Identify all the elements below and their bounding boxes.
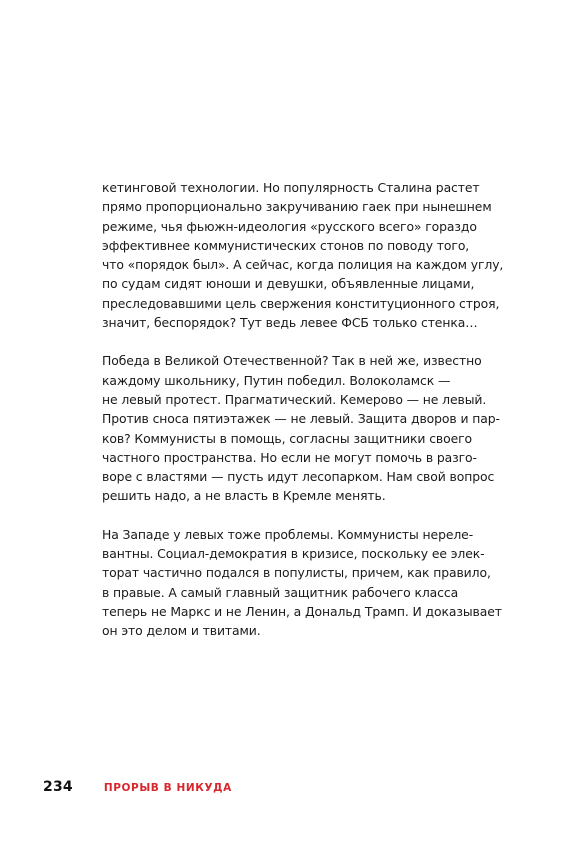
- page-footer: [43, 779, 232, 795]
- running-title: ПРОРЫВ В НИКУДА: [103, 782, 232, 794]
- text-line: не левый протест. Прагматический. Кемерово — не левый.: [102, 391, 487, 407]
- text-line: режиме, чья фьюжн-идеология «русского всего» гораздо: [102, 218, 477, 234]
- text-line: кетинговой технологии. Но популярность Сталина растет: [102, 180, 480, 195]
- text-line: ков? Коммунисты в помощь, согласны защитники своего: [102, 430, 473, 446]
- text-line: значит, беспорядок? Тут ведь левее ФСБ только стенка…: [102, 315, 478, 331]
- paragraph-3: [102, 525, 502, 641]
- paragraph-1: [102, 178, 504, 332]
- body-text: [102, 178, 504, 660]
- text-line: частного пространства. Но если не могут помочь в разго-: [102, 449, 477, 465]
- text-line: Против сноса пятиэтажек — не левый. Защита дворов и пар-: [102, 411, 500, 427]
- text-line: по судам сидят юноши и девушки, объявленные лицами,: [102, 276, 475, 292]
- text-line: что «порядок был». А сейчас, когда полиция на каждом углу,: [102, 257, 504, 273]
- text-line: На Западе у левых тоже проблемы. Коммунисты нереле-: [102, 526, 474, 542]
- text-line: теперь не Маркс и не Ленин, а Дональд Трамп. И доказывает: [102, 603, 502, 619]
- text-line: прямо пропорционально закручиванию гаек при нынешнем: [102, 199, 492, 215]
- text-line: эффективнее коммунистических стонов по поводу того,: [102, 237, 470, 253]
- page-number: 234: [43, 779, 73, 795]
- paragraph-2: [102, 351, 500, 505]
- text-line: преследовавшими цель свержения конституционного строя,: [102, 295, 500, 311]
- text-line: вантны. Социал-демократия в кризисе, поскольку ее элек-: [102, 546, 485, 562]
- text-line: Победа в Великой Отечественной? Так в ней же, известно: [102, 353, 482, 369]
- text-line: он это делом и твитами.: [102, 623, 261, 639]
- text-line: торат частично подался в популисты, причем, как правило,: [102, 565, 491, 581]
- text-line: каждому школьнику, Путин победил. Волоколамск —: [102, 372, 451, 388]
- text-line: в правые. А самый главный защитник рабочего класса: [102, 584, 459, 600]
- text-line: решить надо, а не власть в Кремле менять.: [102, 488, 386, 504]
- text-line: воре с властями — пусть идут лесопарком. Нам свой вопрос: [102, 469, 495, 485]
